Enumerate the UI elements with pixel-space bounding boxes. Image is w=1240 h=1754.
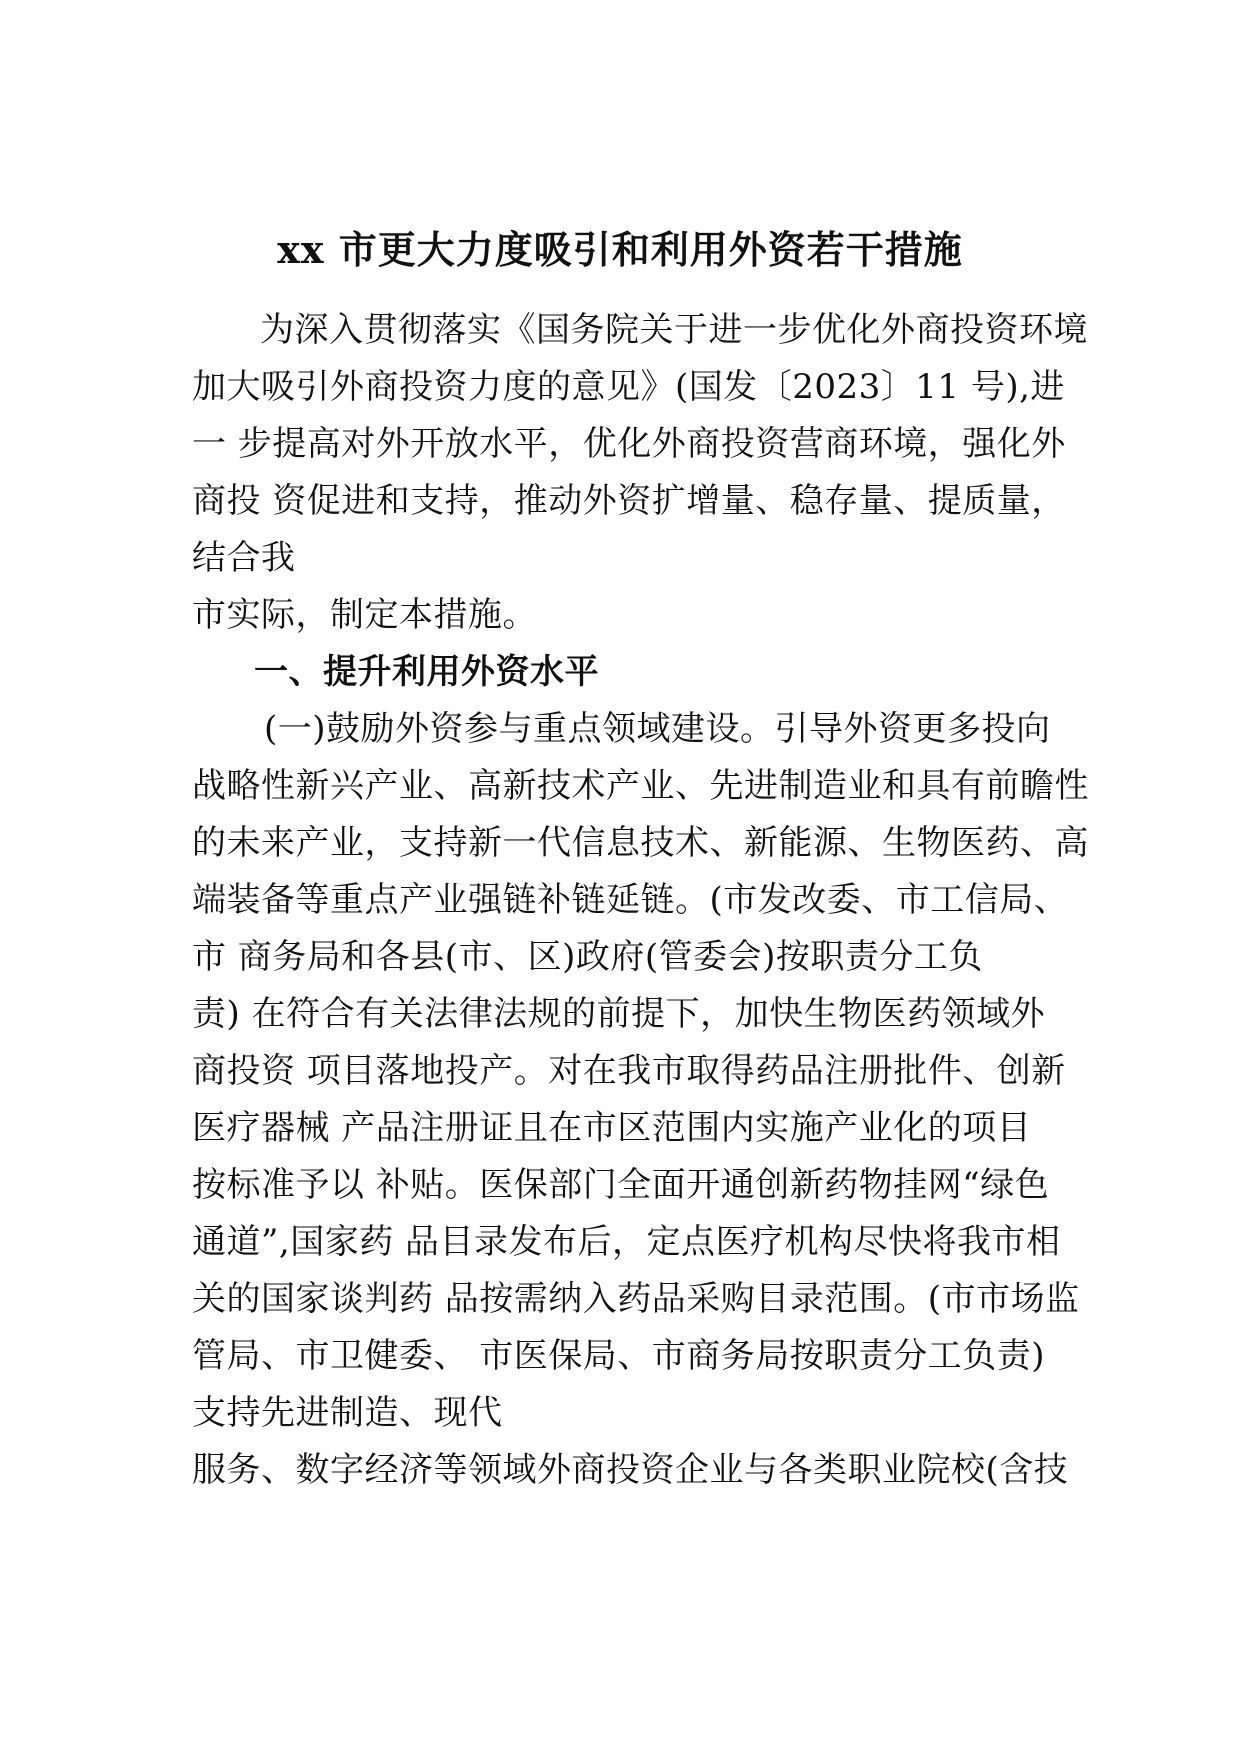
document-title: xx 市更大力度吸引和利用外资若干措施 [277, 227, 963, 272]
section-line-6: 责) 在符合有关法律法规的前提下，加快生物医药领域外 [192, 994, 1046, 1034]
section-line-8: 医疗器械 产品注册证且在市区范围内实施产业化的项目 [192, 1108, 1032, 1148]
section-heading: 一、提升利用外资水平 [254, 652, 599, 692]
section-line-14: 服务、数字经济等领域外商投资企业与各类职业院校(含技 [192, 1450, 1069, 1490]
section-line-11: 关的国家谈判药 品按需纳入药品采购目录范围。(市市场监 [192, 1279, 1080, 1319]
intro-line-6: 市实际，制定本措施。 [192, 595, 537, 635]
intro-line-1: 为深入贯彻落实《国务院关于进一步优化外商投资环境 [260, 310, 1088, 350]
section-line-12: 管局、市卫健委、 市医保局、市商务局按职责分工负责) [192, 1336, 1046, 1376]
section-line-2: 战略性新兴产业、高新技术产业、先进制造业和具有前瞻性 [192, 766, 1089, 806]
section-line-9: 按标准予以 补贴。医保部门全面开通创新药物挂网“绿色 [192, 1165, 1050, 1205]
intro-paragraph [192, 302, 1088, 644]
section-line-13: 支持先进制造、现代 [192, 1393, 503, 1433]
intro-line-2: 加大吸引外商投资力度的意见》(国发〔2023〕11 号),进 [192, 367, 1065, 407]
section-line-1: (一)鼓励外资参与重点领域建设。引导外资更多投向 [264, 709, 1051, 749]
section-line-3: 的未来产业，支持新一代信息技术、新能源、生物医药、高 [192, 823, 1089, 863]
section-line-7: 商投资 项目落地投产。对在我市取得药品注册批件、创新 [192, 1051, 1066, 1091]
intro-line-3: 一 步提高对外开放水平，优化外商投资营商环境，强化外 [192, 424, 1066, 464]
section-line-4: 端装备等重点产业强链补链延链。(市发改委、市工信局、 [192, 880, 1069, 920]
intro-line-4: 商投 资促进和支持，推动外资扩增量、稳存量、提质量， [192, 481, 1066, 521]
section-line-10: 通道”,国家药 品目录发布后，定点医疗机构尽快将我市相 [192, 1222, 1061, 1262]
intro-line-5: 结合我 [192, 538, 296, 578]
section-line-5: 市 商务局和各县(市、区)政府(管委会)按职责分工负 [192, 937, 983, 977]
section-one [192, 644, 1089, 1499]
